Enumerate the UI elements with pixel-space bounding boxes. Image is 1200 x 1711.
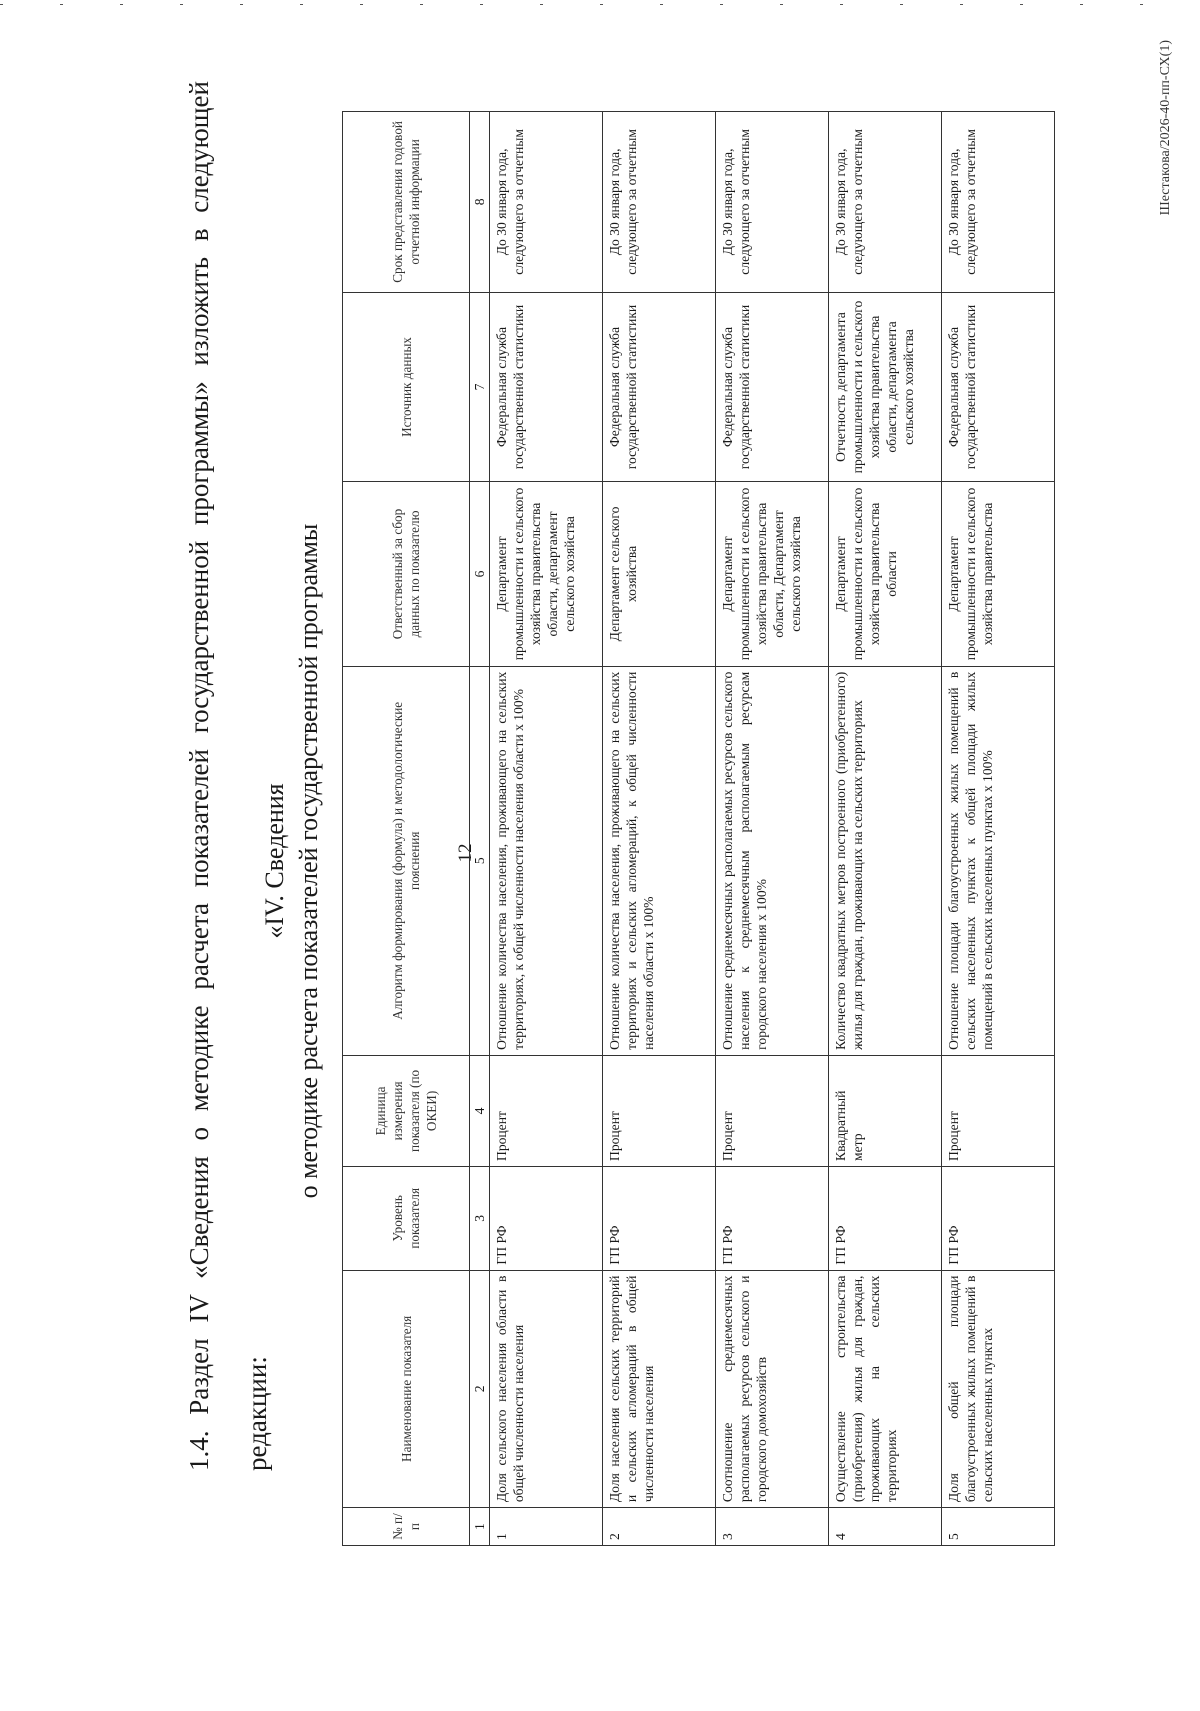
indicator-algorithm: Отношение площади благоустроенных жилых помещений в сельских населенных пунктах к общей площади жилых помещений в сельских населенных пунктах x 100% [942, 666, 1055, 1055]
heading-line-2: о методике расчета показателей государственной программы [294, 523, 323, 1199]
section-heading [258, 111, 326, 1611]
indicator-source: Федеральная служба государственной статистики [490, 292, 603, 482]
indicator-source: Отчетность департамента промышленности и сельского хозяйства правительства области, департамента сельского хозяйства [829, 292, 942, 482]
row-num: 5 [942, 1508, 1055, 1546]
table-header-row [343, 112, 470, 1546]
indicator-unit: Квадратный метр [829, 1055, 942, 1166]
indicator-level: ГП РФ [829, 1167, 942, 1271]
row-num: 1 [490, 1508, 603, 1546]
indicator-level: ГП РФ [603, 1167, 716, 1271]
column-number: 7 [470, 292, 490, 482]
table-row [490, 112, 603, 1546]
header-source: Источник данных [343, 292, 470, 482]
indicator-responsible: Департамент промышленности и сельского хозяйства правительства области, департамент сельского хозяйства [490, 482, 603, 666]
column-number: 5 [470, 666, 490, 1055]
indicator-name: Доля населения сельских территорий и сельских агломераций в общей численности населения [603, 1270, 716, 1508]
indicator-unit: Процент [716, 1055, 829, 1166]
document-footer-code: Шестакова/2026-40-пп-СХ(1) [1158, 40, 1173, 216]
indicator-level: ГП РФ [716, 1167, 829, 1271]
indicator-name: Соотношение среднемесячных располагаемых ресурсов сельского и городского домохозяйств [716, 1270, 829, 1508]
indicator-responsible: Департамент промышленности и сельского хозяйства правительства области, Департамент сельского хозяйства [716, 482, 829, 666]
header-responsible: Ответственный за сбор данных по показателю [343, 482, 470, 666]
column-number: 3 [470, 1167, 490, 1271]
header-deadline: Срок представления годовой отчетной информации [343, 112, 470, 293]
indicator-source: Федеральная служба государственной статистики [716, 292, 829, 482]
row-num: 3 [716, 1508, 829, 1546]
indicator-unit: Процент [490, 1055, 603, 1166]
column-number: 6 [470, 482, 490, 666]
column-number: 1 [470, 1508, 490, 1546]
indicator-algorithm: Количество квадратных метров построенного (приобретенного) жилья для граждан, проживающих на сельских территориях [829, 666, 942, 1055]
indicator-algorithm: Отношение количества населения, проживающего на сельских территориях, к общей численности населения области x 100% [490, 666, 603, 1055]
row-num: 4 [829, 1508, 942, 1546]
indicator-level: ГП РФ [490, 1167, 603, 1271]
table-row [942, 112, 1055, 1546]
table-row [716, 112, 829, 1546]
indicator-responsible: Департамент сельского хозяйства [603, 482, 716, 666]
indicator-name: Доля сельского населения области в общей численности населения [490, 1270, 603, 1508]
indicator-name: Доля общей площади благоустроенных жилых помещений в сельских населенных пунктах [942, 1270, 1055, 1508]
row-num: 2 [603, 1508, 716, 1546]
indicator-source: Федеральная служба государственной статистики [603, 292, 716, 482]
page-number: 12 [455, 843, 476, 863]
indicator-name: Осуществление строительства (приобретения) жилья для граждан, проживающих на сельских территориях [829, 1270, 942, 1508]
header-algorithm: Алгоритм формирования (формула) и методологические пояснения [343, 666, 470, 1055]
column-number: 2 [470, 1270, 490, 1508]
indicator-responsible: Департамент промышленности и сельского хозяйства правительства области [829, 482, 942, 666]
header-level: Уровень показателя [343, 1167, 470, 1271]
column-number: 8 [470, 112, 490, 293]
header-name: Наименование показателя [343, 1270, 470, 1508]
header-num: № п/п [343, 1508, 470, 1546]
indicator-source: Федеральная служба государственной статистики [942, 292, 1055, 482]
indicator-level: ГП РФ [942, 1167, 1055, 1271]
header-unit: Единица измерения показателя (по ОКЕИ) [343, 1055, 470, 1166]
indicator-deadline: До 30 января года, следующего за отчетным [490, 112, 603, 293]
indicator-responsible: Департамент промышленности и сельского хозяйства правительства [942, 482, 1055, 666]
indicator-algorithm: Отношение среднемесячных располагаемых ресурсов сельского населения к среднемесячным располагаемым ресурсам городского населения x 100% [716, 666, 829, 1055]
indicator-unit: Процент [942, 1055, 1055, 1166]
indicator-deadline: До 30 января года, следующего за отчетным [716, 112, 829, 293]
intro-paragraph: 1.4. Раздел IV «Сведения о методике расчета показателей государственной программы» изложить в следующей редакции: [184, 81, 272, 1471]
indicators-table [342, 111, 1055, 1546]
column-number: 4 [470, 1055, 490, 1166]
table-row [603, 112, 716, 1546]
indicator-unit: Процент [603, 1055, 716, 1166]
heading-line-1: «IV. Сведения [260, 783, 289, 939]
indicator-deadline: До 30 января года, следующего за отчетным [829, 112, 942, 293]
column-number-row [470, 112, 490, 1546]
indicator-deadline: До 30 января года, следующего за отчетным [603, 112, 716, 293]
indicator-algorithm: Отношение количества населения, проживающего на сельских территориях и сельских агломераций, к общей численности населения области x 100% [603, 666, 716, 1055]
table-row [829, 112, 942, 1546]
indicator-deadline: До 30 января года, следующего за отчетным [942, 112, 1055, 293]
